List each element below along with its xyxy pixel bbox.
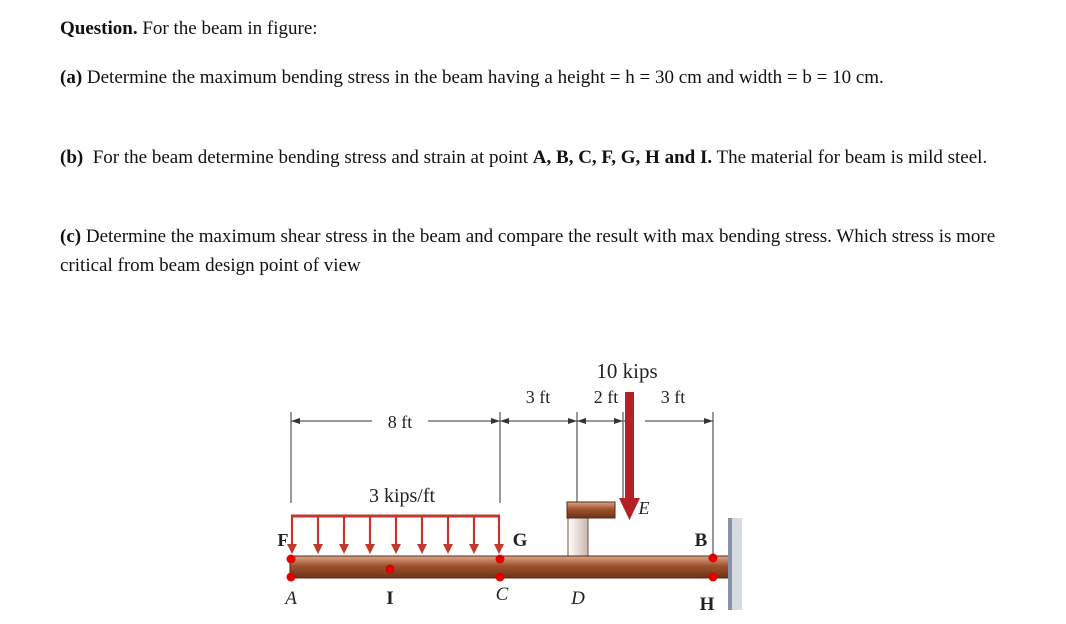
part-a — [60, 63, 1020, 92]
fixed-support-wall — [728, 518, 742, 610]
part-c-label: (c) — [60, 226, 82, 247]
part-a-text: Determine the maximum bending stress in the beam having a height = h = 30 cm and width = b = 10 cm. — [86, 67, 884, 88]
dimension-extension-lines — [291, 412, 713, 558]
label-A: A — [285, 588, 297, 609]
part-a-label: (a) — [60, 67, 83, 88]
question-heading — [60, 14, 1020, 43]
point-load-arrow — [619, 392, 640, 520]
dim-3ft-label-b: 3 ft — [660, 387, 686, 407]
question-label: Question. — [60, 18, 138, 39]
part-b-text: For the beam determine bending stress and strain at point — [92, 147, 529, 168]
part-b — [60, 143, 1020, 172]
dim-2ft-label: 2 ft — [593, 387, 619, 407]
label-I: I — [386, 588, 394, 609]
distributed-load-label: 3 kips/ft — [368, 485, 436, 507]
part-c-text: Determine the maximum shear stress in the beam and compare the result with max bending stress. Which stress is more critical from beam design point of view — [60, 226, 996, 276]
label-E: E — [638, 498, 650, 518]
label-G: G — [512, 530, 528, 551]
point-A-dot — [287, 573, 296, 582]
part-b-points: A, B, C, F, G, H and I. — [532, 147, 713, 168]
point-C-dot — [496, 573, 505, 582]
part-b-label: (b) — [60, 147, 84, 168]
label-B: B — [694, 530, 708, 551]
label-C: C — [495, 584, 509, 605]
dim-8ft-label: 8 ft — [387, 412, 413, 432]
beam — [290, 556, 735, 578]
label-F: F — [277, 530, 289, 550]
part-c — [60, 222, 1020, 280]
point-I-dot — [386, 565, 395, 574]
label-D: D — [571, 588, 585, 609]
question-text: For the beam in figure: — [142, 18, 318, 39]
point-G-dot — [496, 555, 505, 564]
point-F-dot — [287, 555, 296, 564]
point-H-dot — [709, 573, 718, 582]
label-H: H — [699, 594, 715, 615]
part-b-text-after: The material for beam is mild steel. — [716, 147, 988, 168]
point-B-dot — [709, 554, 718, 563]
point-load-label: 10 kips — [596, 359, 658, 383]
distributed-load-arrows — [287, 516, 504, 554]
beam-figure — [270, 348, 750, 620]
dim-3ft-label-a: 3 ft — [525, 387, 551, 407]
